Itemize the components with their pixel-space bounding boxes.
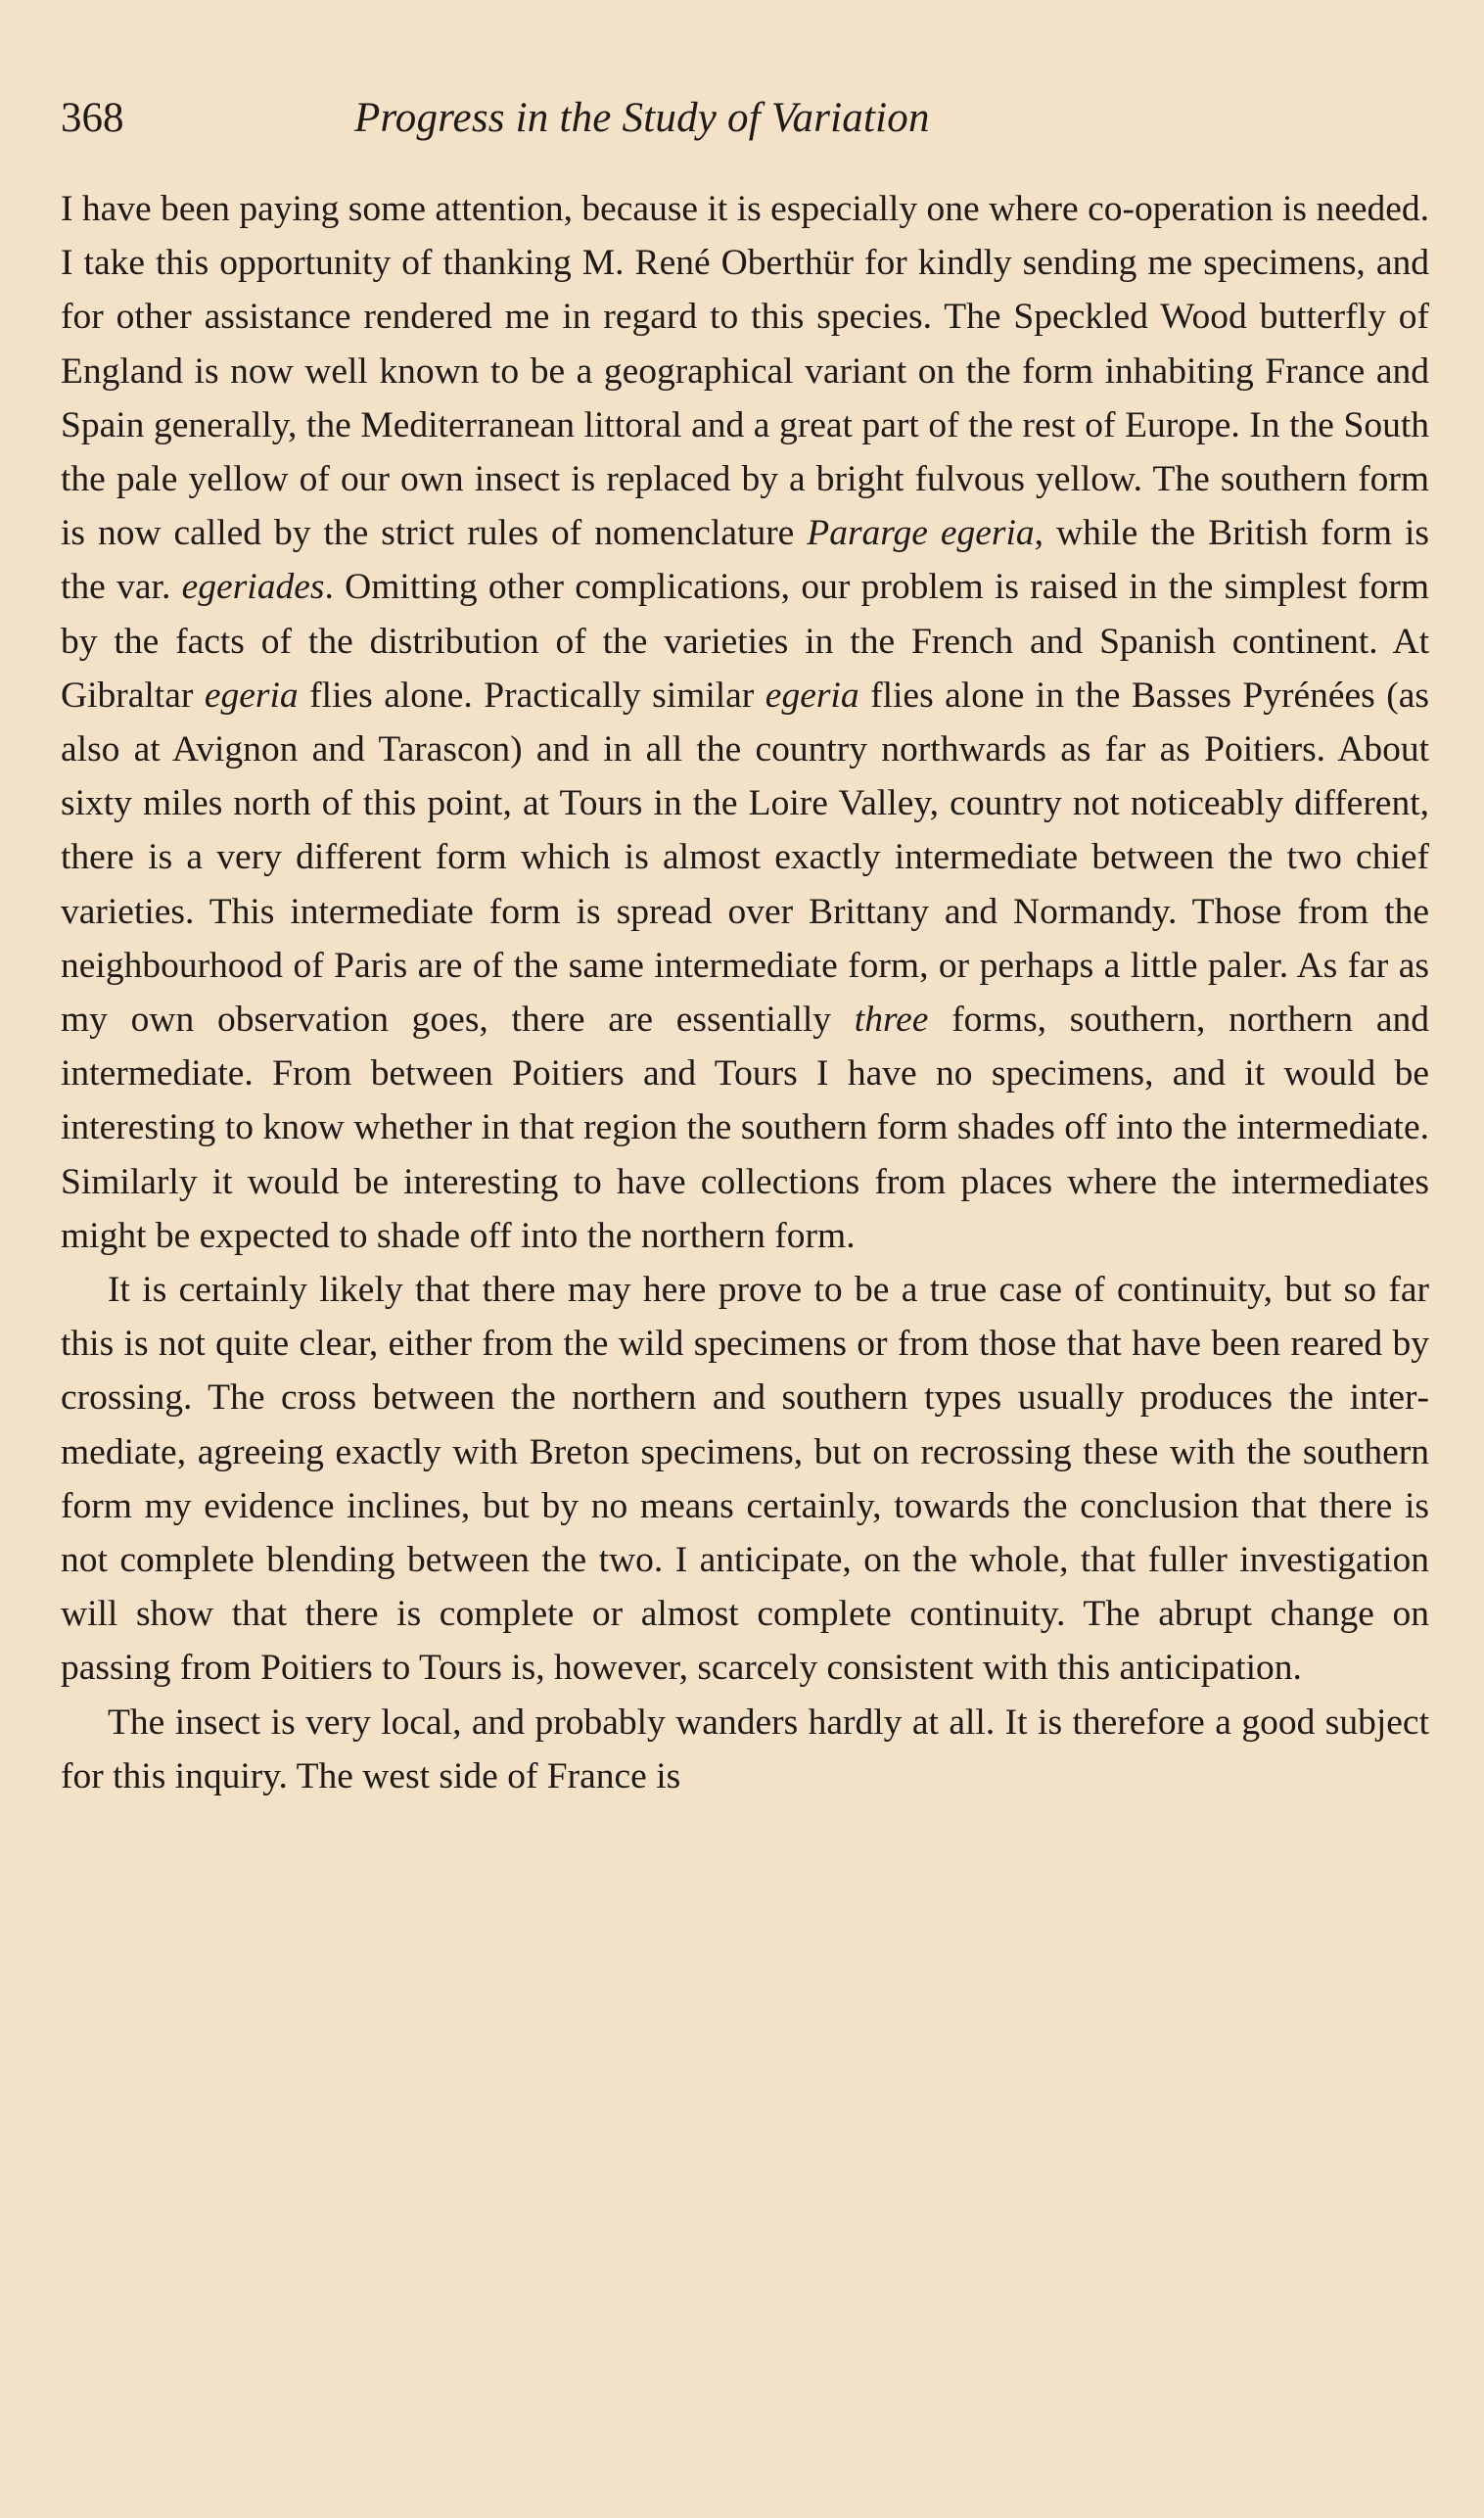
running-title: Progress in the Study of Variation (354, 95, 930, 141)
text-span: The insect is very local, and probably wanders hardly at all. It is therefore a good subject for this inquiry. The west side of France is (61, 1702, 1429, 1796)
italic-span: three (854, 1000, 929, 1041)
italic-span: egeriades (181, 567, 325, 608)
body-text (61, 182, 1429, 1803)
text-span: flies alone. Practically similar (298, 675, 765, 716)
text-span: flies alone in the Basses Pyrénées (as also at Avignon and Tarascon) and in all the country northwards as far as Poitiers. About sixty miles north of this point, at Tours in the Loire Valley, country not noticeably different, there is a very different form which is almost exactly intermediate between the two chief varieties. This intermediate form is spread over Brittany and Normandy. Those from the neighbourhood of Paris are of the same intermediate form, or perhaps a little paler. As far as my own observation goes, there are essentially (61, 675, 1429, 1041)
paragraph-1 (61, 182, 1429, 1263)
page-number: 368 (61, 95, 124, 141)
italic-span: egeria (204, 675, 299, 716)
paragraph-2 (61, 1263, 1429, 1696)
text-span: , while the British form is the var. (61, 513, 1429, 608)
running-head (61, 94, 1429, 155)
text-span: It is certainly likely that there may here prove to be a true case of continuity, but so far this is not quite clear, either from the wild specimens or from those that have been reared by crossing. The cross between the northern and southern types usually produces the intermediate, agreeing exactly with Breton specimens, but on recrossing these with the southern form my evidence inclines, but by no means certainly, towards the conclusion that there is not complete blending between the two. I anticipate, on the whole, that fuller investigation will show that there is complete or almost complete continuity. The abrupt change on passing from Poitiers to Tours is, however, scarcely consistent with this anticipation. (61, 1270, 1429, 1689)
text-span: . Omitting other complications, our problem is raised in the simplest form by the facts of the distribution of the varieties in the French and Spanish continent. At Gibraltar (61, 567, 1429, 716)
text-span: forms, southern, northern and intermediate. From between Poitiers and Tours I have no specimens, and it would be interesting to know whether in that region the southern form shades off into the intermediate. Similarly it would be interesting to have collections from places where the intermediates might be expected to shade off into the northern form. (61, 1000, 1429, 1256)
text-span: I have been paying some attention, because it is especially one where co-operation is needed. I take this opportunity of thanking M. René Oberthür for kindly sending me specimens, and for other assistance rendered me in regard to this species. The Speckled Wood butterfly of England is now well known to be a geographical variant on the form inhabiting France and Spain generally, the Mediterranean littoral and a great part of the rest of Europe. In the South the pale yellow of our own insect is replaced by a bright fulvous yellow. The southern form is now called by the strict rules of nomenclature (61, 189, 1429, 554)
italic-span: egeria (765, 675, 859, 716)
italic-span: Pararge egeria (807, 513, 1035, 554)
paragraph-3 (61, 1696, 1429, 1803)
